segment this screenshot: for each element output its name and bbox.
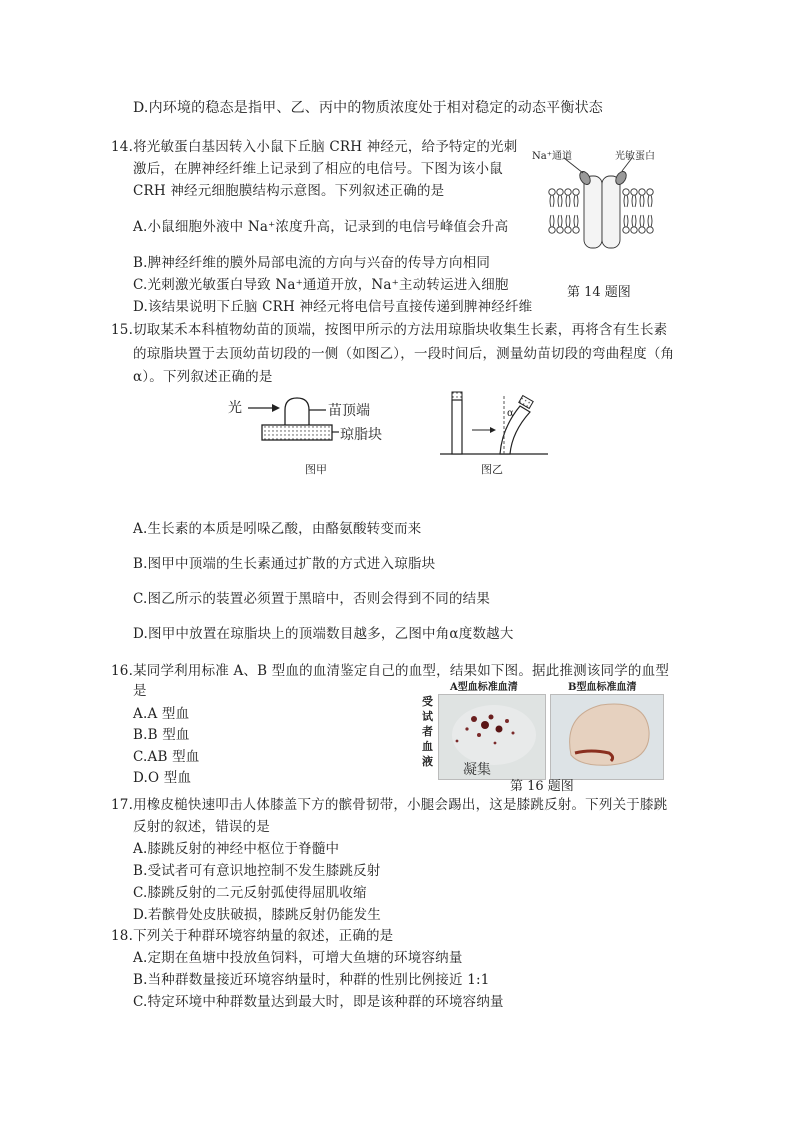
- q14-option-b: B.脾神经纤维的膜外局部电流的方向与兴奋的传导方向相同: [133, 255, 491, 271]
- label-seedling-tip: 苗顶端: [328, 403, 370, 419]
- control-agar: [452, 392, 462, 400]
- q14-figure-caption: 第 14 题图: [567, 285, 631, 300]
- q15-option-c: C.图乙所示的装置必须置于黑暗中，否则会得到不同的结果: [133, 591, 491, 607]
- q17-option-a: A.膝跳反射的神经中枢位于脊髓中: [133, 841, 340, 857]
- q16-stem-line2: 是: [133, 683, 147, 699]
- sodium-channel-protein: [584, 176, 620, 248]
- q17-option-b: B.受试者可有意识地控制不发生膝跳反射: [133, 863, 381, 879]
- seedling-tip: [285, 398, 309, 425]
- q17-stem-line1: 17.用橡皮槌快速叩击人体膝盖下方的髌骨韧带，小腿会踢出，这是膝跳反射。下列关于膝跳: [111, 797, 668, 813]
- q15-stem-line3: α）。下列叙述正确的是: [133, 369, 273, 385]
- label-na-channel: Na⁺通道: [532, 151, 572, 162]
- q13-option-d: D.内环境的稳态是指甲、乙、丙中的物质浓度处于相对稳定的动态平衡状态: [133, 100, 603, 116]
- light-arrow: [272, 404, 280, 412]
- q16-figure-caption: 第 16 题图: [510, 779, 574, 794]
- label-subject-blood: 受 试 者 血 液: [422, 695, 433, 768]
- q15-figure-jia: [228, 394, 408, 474]
- q15-option-d: D.图甲中放置在琼脂块上的顶端数目越多，乙图中角α度数越大: [133, 626, 514, 642]
- q18-option-c: C.特定环境中种群数量达到最大时，即是该种群的环境容纳量: [133, 994, 504, 1010]
- bent-seedling-segment: [500, 406, 530, 454]
- label-light: 光: [228, 400, 242, 416]
- q14-option-c: C.光刺激光敏蛋白导致 Na⁺通道开放，Na⁺主动转运进入细胞: [133, 277, 509, 293]
- q16-blood-figure: [420, 678, 750, 778]
- caption-yi: 图乙: [481, 463, 503, 476]
- q14-membrane-figure: [528, 140, 678, 262]
- q17-option-c: C.膝跳反射的二元反射弧使得屈肌收缩: [133, 885, 367, 901]
- agar-block: [262, 425, 332, 440]
- q14-option-d: D.该结果说明下丘脑 CRH 神经元将电信号直接传递到脾神经纤维: [133, 299, 533, 315]
- label-light-protein: 光敏蛋白: [615, 151, 655, 162]
- caption-jia: 图甲: [305, 463, 327, 476]
- q18-option-a: A.定期在鱼塘中投放鱼饲料，可增大鱼塘的环境容纳量: [133, 950, 463, 966]
- q16-option-a: A.A 型血: [133, 706, 190, 722]
- q14-stem-line2: 激后，在脾神经纤维上记录到了相应的电信号。下图为该小鼠: [133, 161, 503, 177]
- q15-stem-line2: 的琼脂块置于去顶幼苗切段的一侧（如图乙），一段时间后，测量幼苗切段的弯曲程度（角: [133, 346, 675, 362]
- photo-a-serum: [438, 694, 546, 780]
- label-agar-block: 琼脂块: [340, 427, 382, 443]
- q18-stem: 18.下列关于种群环境容纳量的叙述，正确的是: [111, 928, 394, 944]
- label-alpha: α: [507, 408, 514, 419]
- label-a-serum: A型血标准血清: [450, 682, 518, 693]
- q18-option-b: B.当种群数量接近环境容纳量时，种群的性别比例接近 1:1: [133, 972, 490, 988]
- q15-option-b: B.图甲中顶端的生长素通过扩散的方式进入琼脂块: [133, 556, 436, 572]
- q14-stem-line1: 14.将光敏蛋白基因转入小鼠下丘脑 CRH 神经元，给予特定的光刺: [111, 139, 518, 155]
- q16-option-b: B.B 型血: [133, 727, 190, 743]
- q15-figure-yi: [440, 388, 550, 478]
- q15-stem-line1: 15.切取某禾本科植物幼苗的顶端，按图甲所示的方法用琼脂块收集生长素，再将含有生长素: [111, 322, 668, 338]
- q14-option-a: A.小鼠细胞外液中 Na⁺浓度升高，记录到的电信号峰值会升高: [133, 219, 509, 235]
- control-segment: [452, 400, 462, 454]
- q17-stem-line2: 反射的叙述，错误的是: [133, 819, 270, 835]
- photo-b-serum: [550, 694, 664, 780]
- label-agglutination: 凝集: [463, 762, 491, 778]
- arrow: [490, 427, 496, 433]
- q16-option-d: D.O 型血: [133, 770, 192, 786]
- q14-stem-line3: CRH 神经元细胞膜结构示意图。下列叙述正确的是: [133, 183, 445, 199]
- q15-option-a: A.生长素的本质是吲哚乙酸，由酪氨酸转变而来: [133, 521, 422, 537]
- q16-option-c: C.AB 型血: [133, 749, 200, 765]
- q16-stem-line1: 16.某同学利用标准 A、B 型血的血清鉴定自己的血型，结果如下图。据此推测该同学的血型: [111, 663, 670, 679]
- q17-option-d: D.若髌骨处皮肤破损，膝跳反射仍能发生: [133, 907, 381, 923]
- label-b-serum: B型血标准血清: [568, 682, 637, 693]
